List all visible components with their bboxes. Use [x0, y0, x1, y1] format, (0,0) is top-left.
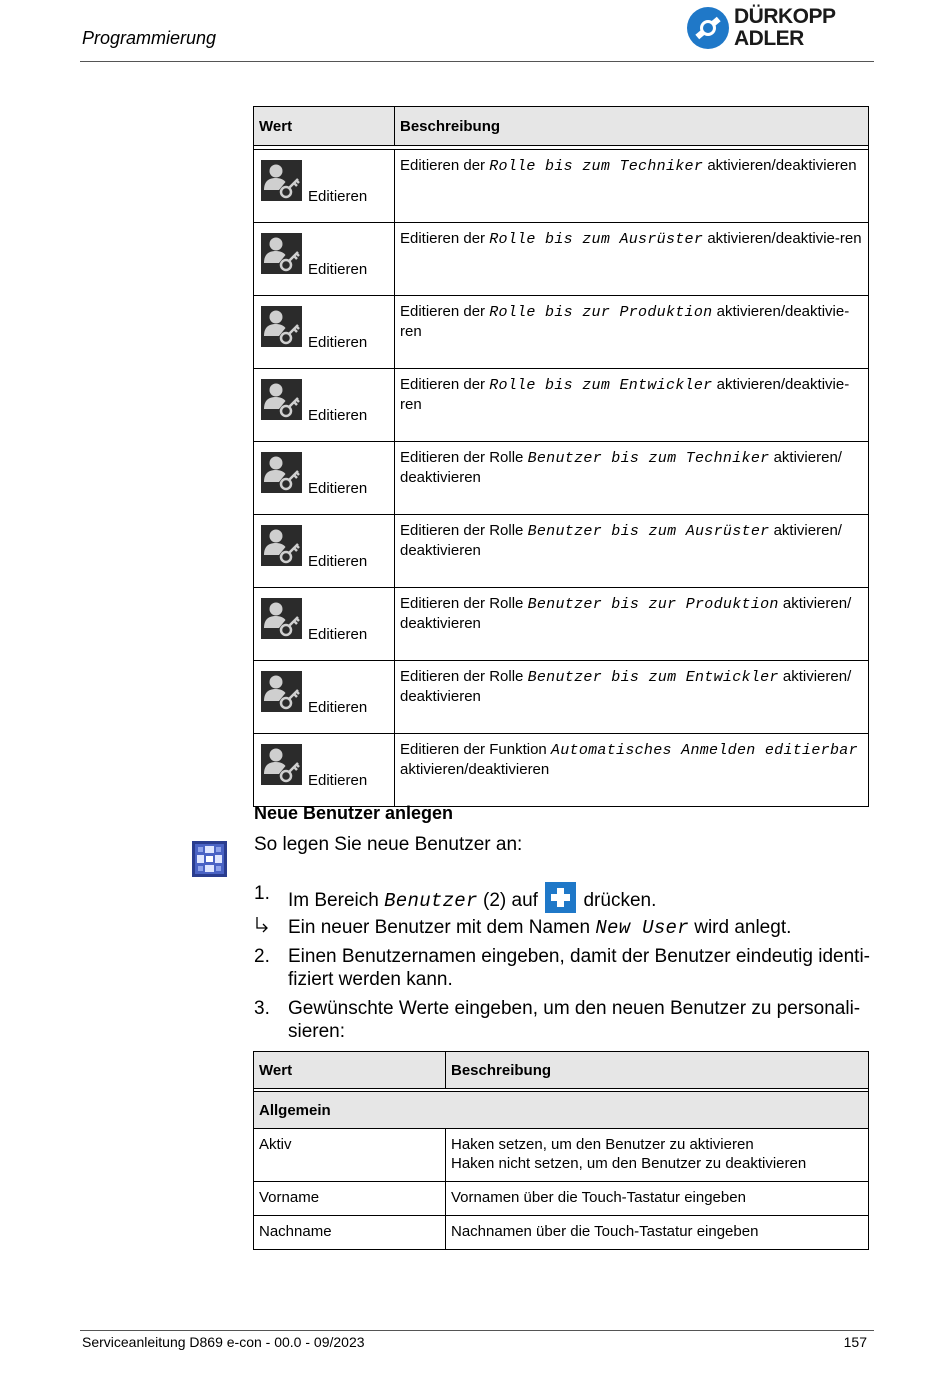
result-text-part: Ein neuer Benutzer mit dem Namen: [288, 917, 596, 938]
description-text: Editieren der: [400, 303, 490, 320]
footer-doc-title: Serviceanleitung D869 e-con - 00.0 - 09/2023: [82, 1334, 365, 1350]
step-text-part: drücken.: [578, 890, 657, 911]
edit-roles-table: [253, 106, 869, 807]
description-cell: [395, 296, 869, 369]
table-row: [254, 515, 869, 588]
table-row: [254, 588, 869, 661]
step-text-part: (2) auf: [477, 890, 544, 911]
settings-grid-icon: [192, 841, 227, 877]
code-benutzer: Benutzer: [384, 890, 478, 912]
user-key-icon: [261, 525, 302, 566]
user-key-icon: [261, 598, 302, 639]
step-text: Gewünschte Werte eingeben, um den neuen Benutzer zu personali-sieren:: [288, 998, 861, 1042]
table-row: [254, 661, 869, 734]
description-code: Automatisches Anmelden editierbar: [550, 742, 858, 759]
table-row: [254, 369, 869, 442]
description-code: Rolle bis zum Techniker: [489, 158, 704, 175]
table-row: [254, 1129, 869, 1182]
description-text: aktivieren/deaktivie-ren: [400, 376, 850, 413]
value-cell: Vorname: [254, 1182, 446, 1216]
group-label: Allgemein: [254, 1092, 869, 1129]
user-key-icon: [261, 379, 302, 420]
step-text: [288, 882, 870, 913]
step-text-part: Im Bereich: [288, 890, 385, 911]
description-cell: [395, 223, 869, 296]
edit-label: Editieren: [308, 772, 368, 789]
description-code: Rolle bis zum Ausrüster: [489, 231, 704, 248]
value-cell: [254, 588, 395, 661]
company-logo: [686, 6, 872, 52]
code-new-user: New User: [595, 917, 689, 939]
column-header-value: Wert: [254, 107, 395, 146]
edit-label: Editieren: [308, 699, 368, 716]
footer-divider: [80, 1330, 874, 1331]
description-cell: [446, 1182, 869, 1216]
description-cell: [446, 1129, 869, 1182]
description-line: Haken setzen, um den Benutzer zu aktivieren: [451, 1136, 754, 1153]
description-text: aktivieren/ deaktivieren: [400, 595, 852, 632]
table-row: [254, 734, 869, 807]
description-cell: [395, 734, 869, 807]
table-row: [254, 296, 869, 369]
description-cell: [446, 1216, 869, 1250]
description-code: Benutzer bis zur Produktion: [527, 596, 779, 613]
logo-line2: ADLER: [734, 27, 804, 50]
user-values-table: [253, 1051, 869, 1250]
description-line: Haken nicht setzen, um den Benutzer zu deaktivieren: [451, 1155, 807, 1172]
description-text: Editieren der: [400, 376, 490, 393]
description-text: Editieren der: [400, 230, 490, 247]
user-key-icon: [261, 160, 302, 201]
description-line: Nachnamen über die Touch-Tastatur eingeben: [451, 1223, 759, 1240]
edit-label: Editieren: [308, 334, 368, 351]
result-arrow-icon: [254, 916, 270, 940]
description-code: Benutzer bis zum Ausrüster: [527, 523, 770, 540]
user-key-icon: [261, 744, 302, 785]
description-text: Editieren der: [400, 157, 490, 174]
value-cell: [254, 369, 395, 442]
section-intro: So legen Sie neue Benutzer an:: [254, 834, 523, 855]
value-cell: [254, 734, 395, 807]
table-row: [254, 223, 869, 296]
header-divider: [80, 61, 874, 62]
table-row: [254, 150, 869, 223]
column-header-description: Beschreibung: [446, 1052, 869, 1089]
page-number: 157: [843, 1334, 867, 1350]
user-key-icon: [261, 671, 302, 712]
description-text: aktivieren/ deaktivieren: [400, 522, 842, 559]
description-cell: [395, 661, 869, 734]
description-cell: [395, 588, 869, 661]
step-text: Einen Benutzernamen eingeben, damit der Benutzer eindeutig identi-fiziert werden kann.: [288, 946, 870, 990]
description-text: Editieren der Rolle: [400, 595, 528, 612]
column-header-description: Beschreibung: [395, 107, 869, 146]
table-row: [254, 1182, 869, 1216]
description-text: aktivieren/deaktivieren: [703, 157, 857, 174]
value-cell: [254, 442, 395, 515]
description-cell: [395, 515, 869, 588]
description-code: Benutzer bis zum Entwickler: [527, 669, 779, 686]
edit-label: Editieren: [308, 261, 368, 278]
value-cell: Nachname: [254, 1216, 446, 1250]
result-text: [288, 916, 870, 940]
description-text: Editieren der Funktion: [400, 741, 551, 758]
edit-label: Editieren: [308, 188, 368, 205]
table-row: [254, 1216, 869, 1250]
description-text: Editieren der Rolle: [400, 449, 528, 466]
step-number: 1.: [254, 883, 270, 904]
description-cell: [395, 442, 869, 515]
column-header-value: Wert: [254, 1052, 446, 1089]
section-title: Neue Benutzer anlegen: [254, 803, 454, 823]
user-key-icon: [261, 306, 302, 347]
description-cell: [395, 150, 869, 223]
add-user-plus-icon: [545, 882, 576, 913]
edit-label: Editieren: [308, 407, 368, 424]
value-cell: [254, 296, 395, 369]
value-cell: [254, 223, 395, 296]
table-row: [254, 442, 869, 515]
logo-wordmark: [734, 6, 836, 50]
table-group-row: [254, 1092, 869, 1129]
step-number: 2.: [254, 946, 270, 967]
step-number: 3.: [254, 998, 270, 1019]
description-text: Editieren der Rolle: [400, 522, 528, 539]
edit-label: Editieren: [308, 480, 368, 497]
description-code: Rolle bis zum Entwickler: [489, 377, 713, 394]
description-code: Benutzer bis zum Techniker: [527, 450, 770, 467]
user-key-icon: [261, 233, 302, 274]
result-text-part: wird anlegt.: [688, 917, 792, 938]
description-text: aktivieren/deaktivie-ren: [400, 303, 850, 340]
value-cell: [254, 661, 395, 734]
description-text: aktivieren/deaktivie-ren: [703, 230, 862, 247]
description-code: Rolle bis zur Produktion: [489, 304, 713, 321]
edit-label: Editieren: [308, 553, 368, 570]
description-line: Vornamen über die Touch-Tastatur eingeben: [451, 1189, 746, 1206]
value-cell: [254, 515, 395, 588]
user-key-icon: [261, 452, 302, 493]
description-cell: [395, 369, 869, 442]
description-text: Editieren der Rolle: [400, 668, 528, 685]
value-cell: Aktiv: [254, 1129, 446, 1182]
description-text: aktivieren/ deaktivieren: [400, 668, 852, 705]
value-cell: [254, 150, 395, 223]
logo-mark-icon: [686, 6, 730, 50]
header-title: Programmierung: [82, 28, 217, 48]
description-text: aktivieren/ deaktivieren: [400, 449, 842, 486]
description-text: aktivieren/deaktivieren: [400, 761, 550, 778]
logo-line1: DÜRKOPP: [734, 5, 836, 28]
edit-label: Editieren: [308, 626, 368, 643]
